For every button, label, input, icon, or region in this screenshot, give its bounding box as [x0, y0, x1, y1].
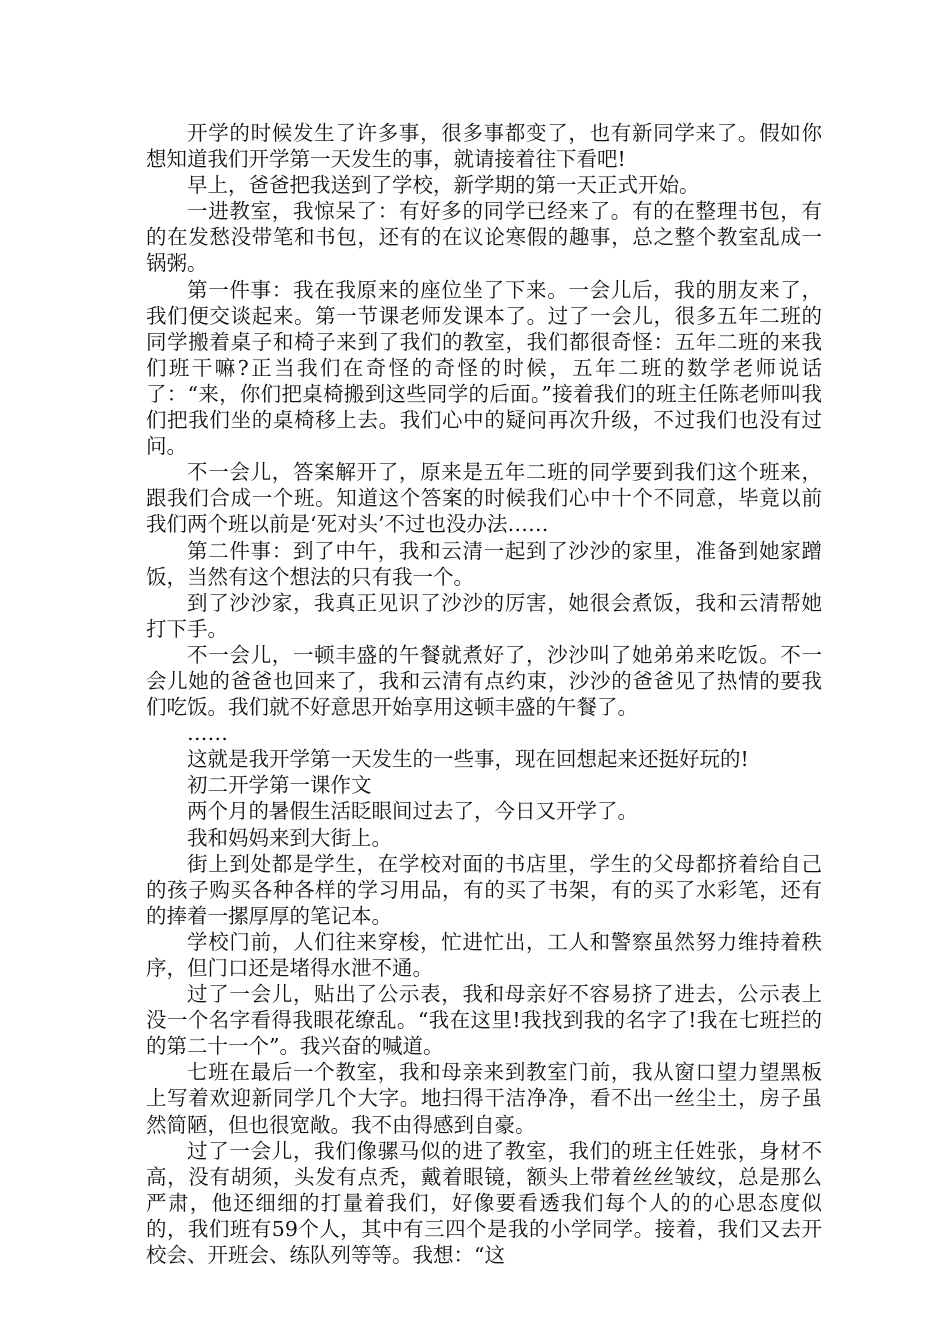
paragraph: 我和妈妈来到大街上。: [187, 825, 392, 850]
paragraph: 早上，爸爸把我送到了学校，新学期的第一天正式开始。: [187, 173, 700, 198]
ellipsis-line: ……: [187, 721, 228, 746]
paragraph: 开学的时候发生了许多事，很多事都变了，也有新同学来了。假如你想知道我们开学第一天发生的事，就请接着往下看吧!: [146, 121, 822, 172]
paragraph: 第二件事：到了中午，我和云清一起到了沙沙的家里，准备到她家蹭饭，当然有这个想法的只有我一个。: [146, 538, 822, 589]
paragraph: 不一会儿，答案解开了，原来是五年二班的同学要到我们这个班来，跟我们合成一个班。知道这个答案的时候我们心中十个不同意，毕竟以前我们两个班以前是‘死对头’不过也没办法……: [146, 460, 822, 537]
paragraph: 到了沙沙家，我真正见识了沙沙的厉害，她很会煮饭，我和云清帮她打下手。: [146, 590, 822, 641]
paragraph: 七班在最后一个教室，我和母亲来到教室门前，我从窗口望力望黑板上写着欢迎新同学几个大字。地扫得干洁净净，看不出一丝尘土，房子虽然简陋，但也很宽敞。我不由得感到自豪。: [146, 1060, 822, 1137]
section-title: 初二开学第一课作文: [187, 773, 372, 798]
paragraph: 学校门前，人们往来穿梭，忙进忙出，工人和警察虽然努力维持着秩序，但门口还是堵得水泄不通。: [146, 929, 822, 980]
paragraph: 第一件事：我在我原来的座位坐了下来。一会儿后，我的朋友来了，我们便交谈起来。第一节课老师发课本了。过了一会儿，很多五年二班的同学搬着桌子和椅子来到了我们的教室，我们都很奇怪：五年二班的来我们班干嘛?正当我们在奇怪的奇怪的时候，五年二班的数学老师说话了：“来，你们把桌椅搬到这些同学的后面。”接着我们的班主任陈老师叫我们把我们坐的桌椅移上去。我们心中的疑问再次升级，不过我们也没有过问。: [146, 277, 822, 459]
document-page: [146, 120, 822, 1268]
paragraph: 不一会儿，一顿丰盛的午餐就煮好了，沙沙叫了她弟弟来吃饭。不一会儿她的爸爸也回来了，我和云清有点约束，沙沙的爸爸见了热情的要我们吃饭。我们就不好意思开始享用这顿丰盛的午餐了。: [146, 642, 822, 720]
paragraph: 街上到处都是学生，在学校对面的书店里，学生的父母都挤着给自己的孩子购买各种各样的学习用品，有的买了书架，有的买了水彩笔，还有的捧着一摞厚厚的笔记本。: [146, 851, 822, 928]
paragraph: 这就是我开学第一天发生的一些事，现在回想起来还挺好玩的!: [187, 747, 749, 772]
paragraph: 两个月的暑假生活眨眼间过去了，今日又开学了。: [187, 799, 638, 824]
paragraph: 过了一会儿，贴出了公示表，我和母亲好不容易挤了进去，公示表上没一个名字看得我眼花缭乱。“我在这里!我找到我的名字了!我在七班拦的的第二十一个”。我兴奋的喊道。: [146, 982, 822, 1059]
paragraph: 过了一会儿，我们像骡马似的进了教室，我们的班主任姓张，身材不高，没有胡须，头发有点秃，戴着眼镜，额头上带着丝丝皱纹，总是那么严肃，他还细细的打量着我们，好像要看透我们每个人的的心思态度似的，我们班有59个人，其中有三四个是我的小学同学。接着，我们又去开校会、开班会、练队列等等。我想：“这: [146, 1138, 822, 1268]
paragraph: 一进教室，我惊呆了：有好多的同学已经来了。有的在整理书包，有的在发愁没带笔和书包，还有的在议论寒假的趣事，总之整个教室乱成一锅粥。: [146, 199, 822, 276]
